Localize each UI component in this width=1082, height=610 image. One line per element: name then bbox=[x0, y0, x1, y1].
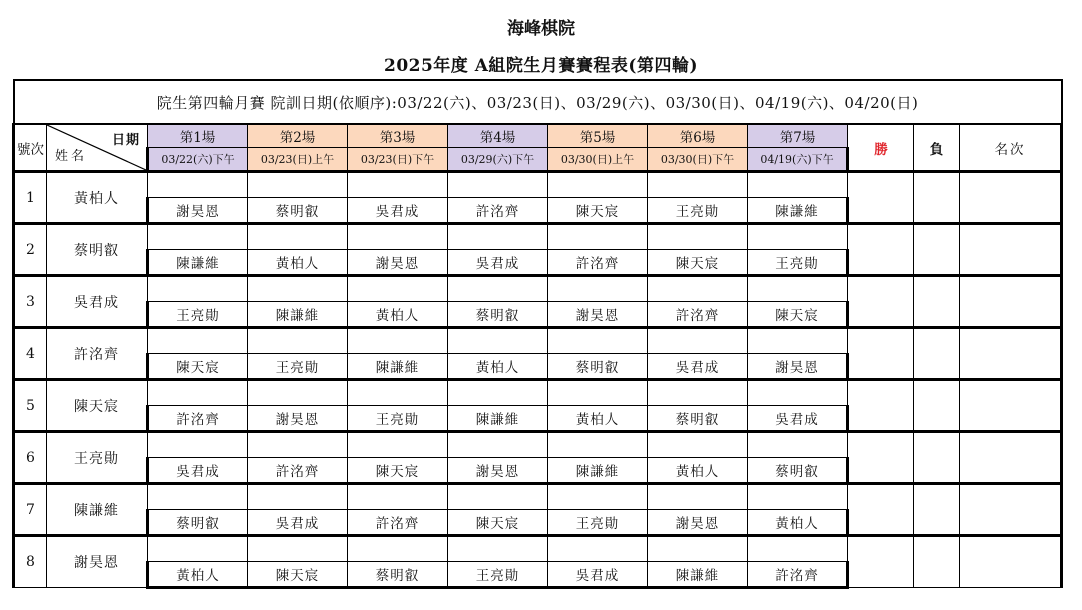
opponent-name: 吳君成 bbox=[748, 406, 848, 432]
result-cell[interactable] bbox=[748, 224, 848, 250]
round-date-7: 04/19(六)下午 bbox=[748, 148, 848, 172]
result-cell[interactable] bbox=[548, 536, 648, 562]
opponent-name: 陳謙維 bbox=[548, 458, 648, 484]
player-row bbox=[14, 224, 1062, 250]
player-number: 3 bbox=[14, 276, 47, 328]
player-number: 4 bbox=[14, 328, 47, 380]
player-number: 8 bbox=[14, 536, 47, 588]
result-cell[interactable] bbox=[748, 432, 848, 458]
losses-cell[interactable] bbox=[914, 432, 960, 484]
opponent-name: 黃柏人 bbox=[648, 458, 748, 484]
opponent-name: 謝昊恩 bbox=[748, 354, 848, 380]
result-cell[interactable] bbox=[648, 276, 748, 302]
result-cell[interactable] bbox=[748, 380, 848, 406]
opponent-name: 吳君成 bbox=[148, 458, 248, 484]
player-row bbox=[14, 172, 1062, 198]
rank-cell[interactable] bbox=[960, 432, 1062, 484]
result-cell[interactable] bbox=[348, 276, 448, 302]
result-cell[interactable] bbox=[248, 276, 348, 302]
date-name-header bbox=[47, 124, 148, 172]
opponent-name: 王亮勛 bbox=[548, 510, 648, 536]
result-cell[interactable] bbox=[348, 536, 448, 562]
opponent-name: 陳謙維 bbox=[448, 406, 548, 432]
round-header-6: 第6場 bbox=[648, 124, 748, 148]
result-cell[interactable] bbox=[248, 380, 348, 406]
rank-cell[interactable] bbox=[960, 380, 1062, 432]
opponent-name: 蔡明叡 bbox=[648, 406, 748, 432]
opponent-name: 吳君成 bbox=[548, 562, 648, 588]
result-cell[interactable] bbox=[548, 380, 648, 406]
opponent-name: 謝昊恩 bbox=[648, 510, 748, 536]
opponent-name: 陳謙維 bbox=[148, 250, 248, 276]
opponent-name: 陳天宸 bbox=[348, 458, 448, 484]
result-cell[interactable] bbox=[448, 380, 548, 406]
opponent-name: 許洺齊 bbox=[148, 406, 248, 432]
round-header-4: 第4場 bbox=[448, 124, 548, 148]
result-cell[interactable] bbox=[548, 484, 648, 510]
opponent-name: 蔡明叡 bbox=[448, 302, 548, 328]
schedule-table bbox=[12, 79, 1063, 589]
result-cell[interactable] bbox=[648, 172, 748, 198]
opponent-name: 陳謙維 bbox=[648, 562, 748, 588]
player-name: 陳謙維 bbox=[47, 484, 148, 536]
result-cell[interactable] bbox=[748, 172, 848, 198]
opponent-name: 陳天宸 bbox=[148, 354, 248, 380]
rank-cell[interactable] bbox=[960, 536, 1062, 588]
player-row bbox=[14, 432, 1062, 458]
opponent-name: 許洺齊 bbox=[748, 562, 848, 588]
result-cell[interactable] bbox=[448, 432, 548, 458]
result-cell[interactable] bbox=[348, 172, 448, 198]
result-cell[interactable] bbox=[148, 172, 248, 198]
opponent-name: 王亮勛 bbox=[448, 562, 548, 588]
result-cell[interactable] bbox=[348, 432, 448, 458]
opponent-name: 謝昊恩 bbox=[448, 458, 548, 484]
opponent-name: 陳天宸 bbox=[548, 198, 648, 224]
opponent-name: 王亮勛 bbox=[148, 302, 248, 328]
opponent-name: 黃柏人 bbox=[748, 510, 848, 536]
player-number: 2 bbox=[14, 224, 47, 276]
player-row bbox=[14, 536, 1062, 562]
result-cell[interactable] bbox=[748, 276, 848, 302]
wins-cell[interactable] bbox=[848, 536, 914, 588]
opponent-name: 黃柏人 bbox=[248, 250, 348, 276]
player-number: 6 bbox=[14, 432, 47, 484]
result-cell[interactable] bbox=[648, 328, 748, 354]
result-cell[interactable] bbox=[348, 328, 448, 354]
result-cell[interactable] bbox=[648, 484, 748, 510]
result-cell[interactable] bbox=[348, 380, 448, 406]
rank-header: 名次 bbox=[960, 124, 1062, 172]
rank-cell[interactable] bbox=[960, 484, 1062, 536]
opponent-name: 王亮勛 bbox=[648, 198, 748, 224]
player-row bbox=[14, 328, 1062, 354]
round-header-7: 第7場 bbox=[748, 124, 848, 148]
date-label: 日期 bbox=[111, 133, 140, 148]
opponent-name: 陳天宸 bbox=[648, 250, 748, 276]
rank-cell[interactable] bbox=[960, 328, 1062, 380]
player-row bbox=[14, 276, 1062, 302]
result-cell[interactable] bbox=[548, 432, 648, 458]
result-cell[interactable] bbox=[148, 536, 248, 562]
losses-cell[interactable] bbox=[914, 224, 960, 276]
round-date-2: 03/23(日)上午 bbox=[248, 148, 348, 172]
round-date-3: 03/23(日)下午 bbox=[348, 148, 448, 172]
wins-cell[interactable] bbox=[848, 380, 914, 432]
opponent-name: 陳謙維 bbox=[348, 354, 448, 380]
player-name: 許洺齊 bbox=[47, 328, 148, 380]
opponent-name: 蔡明叡 bbox=[248, 198, 348, 224]
result-cell[interactable] bbox=[648, 224, 748, 250]
opponent-name: 吳君成 bbox=[348, 198, 448, 224]
player-number: 7 bbox=[14, 484, 47, 536]
player-name: 吳君成 bbox=[47, 276, 148, 328]
round-header-5: 第5場 bbox=[548, 124, 648, 148]
result-cell[interactable] bbox=[748, 328, 848, 354]
opponent-name: 許洺齊 bbox=[248, 458, 348, 484]
result-cell[interactable] bbox=[248, 224, 348, 250]
opponent-name: 蔡明叡 bbox=[348, 562, 448, 588]
opponent-name: 謝昊恩 bbox=[548, 302, 648, 328]
round-date-1: 03/22(六)下午 bbox=[148, 148, 248, 172]
player-name: 王亮勛 bbox=[47, 432, 148, 484]
rank-cell[interactable] bbox=[960, 172, 1062, 224]
round-header-3: 第3場 bbox=[348, 124, 448, 148]
result-cell[interactable] bbox=[148, 380, 248, 406]
academy-title: 海峰棋院 bbox=[507, 19, 575, 39]
round-date-5: 03/30(日)上午 bbox=[548, 148, 648, 172]
result-cell[interactable] bbox=[548, 224, 648, 250]
player-name: 黃柏人 bbox=[47, 172, 148, 224]
opponent-name: 許洺齊 bbox=[548, 250, 648, 276]
number-header: 號次 bbox=[14, 124, 47, 172]
result-cell[interactable] bbox=[348, 224, 448, 250]
wins-cell[interactable] bbox=[848, 484, 914, 536]
wins-cell[interactable] bbox=[848, 224, 914, 276]
losses-cell[interactable] bbox=[914, 172, 960, 224]
result-cell[interactable] bbox=[548, 172, 648, 198]
name-label: 姓名 bbox=[55, 149, 88, 164]
result-cell[interactable] bbox=[148, 432, 248, 458]
opponent-name: 陳謙維 bbox=[248, 302, 348, 328]
round-header-2: 第2場 bbox=[248, 124, 348, 148]
result-cell[interactable] bbox=[348, 484, 448, 510]
opponent-name: 吳君成 bbox=[248, 510, 348, 536]
losses-cell[interactable] bbox=[914, 484, 960, 536]
result-cell[interactable] bbox=[248, 484, 348, 510]
result-cell[interactable] bbox=[248, 172, 348, 198]
opponent-name: 王亮勛 bbox=[748, 250, 848, 276]
player-name: 蔡明叡 bbox=[47, 224, 148, 276]
result-cell[interactable] bbox=[748, 536, 848, 562]
opponent-name: 蔡明叡 bbox=[748, 458, 848, 484]
losses-cell[interactable] bbox=[914, 276, 960, 328]
result-cell[interactable] bbox=[748, 484, 848, 510]
wins-cell[interactable] bbox=[848, 432, 914, 484]
player-number: 5 bbox=[14, 380, 47, 432]
opponent-name: 謝昊恩 bbox=[348, 250, 448, 276]
result-cell[interactable] bbox=[448, 484, 548, 510]
player-row bbox=[14, 380, 1062, 406]
result-cell[interactable] bbox=[648, 380, 748, 406]
opponent-name: 吳君成 bbox=[648, 354, 748, 380]
opponent-name: 黃柏人 bbox=[348, 302, 448, 328]
player-name: 謝昊恩 bbox=[47, 536, 148, 588]
opponent-name: 陳天宸 bbox=[248, 562, 348, 588]
result-cell[interactable] bbox=[148, 276, 248, 302]
result-cell[interactable] bbox=[248, 328, 348, 354]
losses-cell[interactable] bbox=[914, 536, 960, 588]
opponent-name: 王亮勛 bbox=[348, 406, 448, 432]
opponent-name: 許洺齊 bbox=[448, 198, 548, 224]
opponent-name: 黃柏人 bbox=[548, 406, 648, 432]
round-date-4: 03/29(六)下午 bbox=[448, 148, 548, 172]
result-cell[interactable] bbox=[448, 536, 548, 562]
result-cell[interactable] bbox=[548, 328, 648, 354]
player-row bbox=[14, 484, 1062, 510]
opponent-name: 吳君成 bbox=[448, 250, 548, 276]
player-name: 陳天宸 bbox=[47, 380, 148, 432]
result-cell[interactable] bbox=[148, 484, 248, 510]
opponent-name: 許洺齊 bbox=[348, 510, 448, 536]
losses-header: 負 bbox=[914, 124, 960, 172]
wins-header: 勝 bbox=[848, 124, 914, 172]
result-cell[interactable] bbox=[248, 432, 348, 458]
opponent-name: 謝昊恩 bbox=[248, 406, 348, 432]
opponent-name: 王亮勛 bbox=[248, 354, 348, 380]
result-cell[interactable] bbox=[648, 432, 748, 458]
opponent-name: 許洺齊 bbox=[648, 302, 748, 328]
result-cell[interactable] bbox=[148, 328, 248, 354]
round-header-1: 第1場 bbox=[148, 124, 248, 148]
rank-cell[interactable] bbox=[960, 276, 1062, 328]
opponent-name: 陳天宸 bbox=[448, 510, 548, 536]
opponent-name: 陳天宸 bbox=[748, 302, 848, 328]
result-cell[interactable] bbox=[448, 172, 548, 198]
opponent-name: 謝昊恩 bbox=[148, 198, 248, 224]
result-cell[interactable] bbox=[648, 536, 748, 562]
wins-cell[interactable] bbox=[848, 328, 914, 380]
result-cell[interactable] bbox=[248, 536, 348, 562]
rank-cell[interactable] bbox=[960, 224, 1062, 276]
result-cell[interactable] bbox=[548, 276, 648, 302]
opponent-name: 蔡明叡 bbox=[148, 510, 248, 536]
losses-cell[interactable] bbox=[914, 328, 960, 380]
schedule-subtitle: 2025年度 A組院生月賽賽程表(第四輪) bbox=[383, 56, 698, 76]
opponent-name: 陳謙維 bbox=[748, 198, 848, 224]
losses-cell[interactable] bbox=[914, 380, 960, 432]
result-cell[interactable] bbox=[448, 224, 548, 250]
training-dates-notice: 院生第四輪月賽 院訓日期(依順序):03/22(六)、03/23(日)、03/29(六)、03/30(日)、04/19(六)、04/20(日) bbox=[14, 80, 1062, 124]
round-date-6: 03/30(日)下午 bbox=[648, 148, 748, 172]
opponent-name: 黃柏人 bbox=[448, 354, 548, 380]
result-cell[interactable] bbox=[448, 276, 548, 302]
wins-cell[interactable] bbox=[848, 172, 914, 224]
result-cell[interactable] bbox=[448, 328, 548, 354]
player-number: 1 bbox=[14, 172, 47, 224]
result-cell[interactable] bbox=[148, 224, 248, 250]
opponent-name: 黃柏人 bbox=[148, 562, 248, 588]
opponent-name: 蔡明叡 bbox=[548, 354, 648, 380]
wins-cell[interactable] bbox=[848, 276, 914, 328]
